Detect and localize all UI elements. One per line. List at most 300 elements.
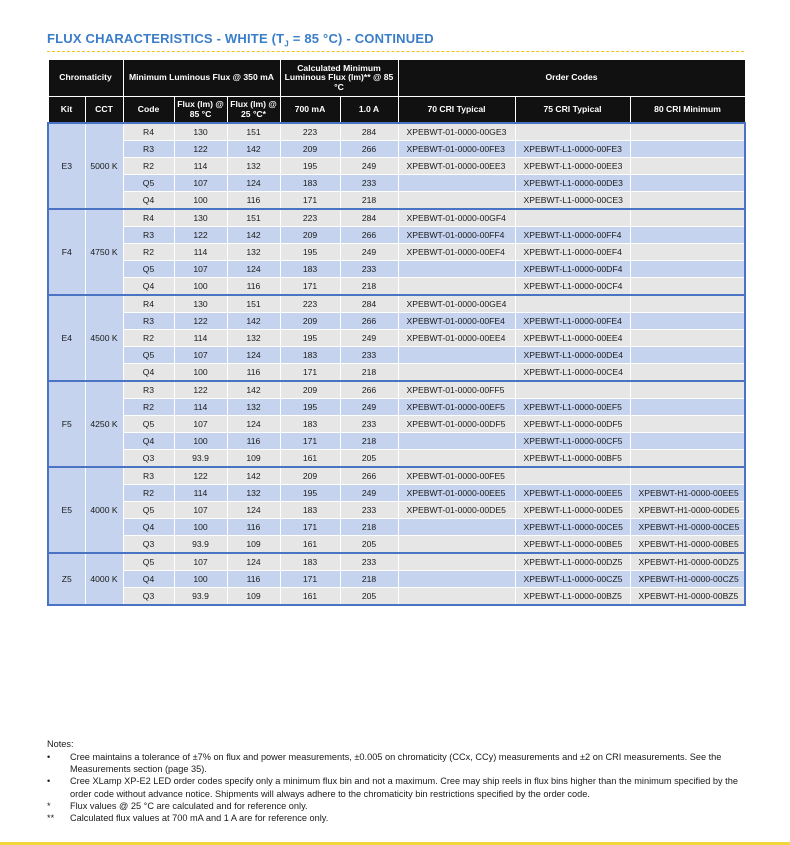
header-chromaticity: Chromaticity [48,60,123,97]
header-80-cri: 80 CRI Minimum [630,97,745,124]
cct-cell: 5000 K [85,123,123,209]
flux-25c-cell: 116 [227,364,280,382]
order-code-75cri-cell: XPEBWT-L1-0000-00DZ5 [515,553,630,571]
code-cell: Q5 [123,553,174,571]
flux-25c-cell: 132 [227,330,280,347]
table-row [48,433,745,450]
flux-85c-cell: 107 [174,502,227,519]
table-group [48,209,745,295]
note-item [47,775,747,799]
order-code-75cri-cell [515,381,630,399]
table-row [48,295,745,313]
flux-85c-cell: 107 [174,416,227,433]
table-row [48,261,745,278]
table-row [48,467,745,485]
flux-25c-cell: 124 [227,416,280,433]
table-row [48,330,745,347]
flux-25c-cell: 124 [227,261,280,278]
order-code-70cri-cell [398,192,515,210]
table-group [48,295,745,381]
flux-1a-cell: 218 [340,364,398,382]
flux-700ma-cell: 209 [280,381,340,399]
table-row [48,381,745,399]
flux-700ma-cell: 171 [280,433,340,450]
table-row [48,244,745,261]
order-code-70cri-cell [398,433,515,450]
flux-85c-cell: 114 [174,399,227,416]
order-code-70cri-cell [398,553,515,571]
code-cell: Q4 [123,278,174,296]
order-code-75cri-cell: XPEBWT-L1-0000-00DF4 [515,261,630,278]
flux-85c-cell: 114 [174,330,227,347]
code-cell: Q5 [123,175,174,192]
table-row [48,364,745,382]
order-code-75cri-cell: XPEBWT-L1-0000-00EE5 [515,485,630,502]
flux-1a-cell: 218 [340,278,398,296]
flux-1a-cell: 266 [340,227,398,244]
flux-1a-cell: 266 [340,467,398,485]
flux-25c-cell: 142 [227,141,280,158]
flux-700ma-cell: 223 [280,295,340,313]
table-row [48,192,745,210]
order-code-70cri-cell: XPEBWT-01-0000-00EF5 [398,399,515,416]
cct-cell: 4000 K [85,553,123,605]
order-code-70cri-cell [398,588,515,606]
order-code-70cri-cell [398,450,515,468]
note-marker: ** [47,812,55,823]
flux-25c-cell: 151 [227,295,280,313]
flux-85c-cell: 93.9 [174,536,227,554]
table-row [48,502,745,519]
order-code-80cri-cell [630,416,745,433]
flux-25c-cell: 142 [227,227,280,244]
header-flux-25c: Flux (lm) @ 25 °C* [227,97,280,124]
order-code-80cri-cell: XPEBWT-H1-0000-00CZ5 [630,571,745,588]
flux-1a-cell: 233 [340,502,398,519]
flux-1a-cell: 284 [340,295,398,313]
note-marker: • [47,752,51,763]
flux-1a-cell: 266 [340,313,398,330]
flux-1a-cell: 233 [340,553,398,571]
kit-cell: E5 [48,467,85,553]
table-row [48,347,745,364]
flux-700ma-cell: 195 [280,399,340,416]
order-code-80cri-cell [630,450,745,468]
order-code-80cri-cell: XPEBWT-H1-0000-00BE5 [630,536,745,554]
order-code-75cri-cell: XPEBWT-L1-0000-00BF5 [515,450,630,468]
table-row [48,227,745,244]
table-row [48,399,745,416]
order-code-70cri-cell: XPEBWT-01-0000-00FE3 [398,141,515,158]
table-row [48,175,745,192]
flux-85c-cell: 100 [174,519,227,536]
flux-700ma-cell: 223 [280,123,340,141]
code-cell: R2 [123,485,174,502]
flux-1a-cell: 205 [340,450,398,468]
order-code-80cri-cell [630,467,745,485]
header-calculated-min-flux: Calculated Minimum Luminous Flux (lm)** @ 85 °C [280,60,398,97]
order-code-70cri-cell [398,278,515,296]
flux-85c-cell: 130 [174,209,227,227]
cct-cell: 4750 K [85,209,123,295]
flux-1a-cell: 233 [340,175,398,192]
code-cell: Q5 [123,416,174,433]
flux-25c-cell: 116 [227,278,280,296]
order-code-75cri-cell: XPEBWT-L1-0000-00BZ5 [515,588,630,606]
flux-85c-cell: 100 [174,364,227,382]
order-code-80cri-cell [630,227,745,244]
order-code-75cri-cell: XPEBWT-L1-0000-00EE3 [515,158,630,175]
flux-1a-cell: 205 [340,588,398,606]
flux-700ma-cell: 209 [280,227,340,244]
order-code-75cri-cell: XPEBWT-L1-0000-00EF4 [515,244,630,261]
order-code-80cri-cell [630,295,745,313]
flux-1a-cell: 218 [340,571,398,588]
flux-85c-cell: 107 [174,347,227,364]
flux-25c-cell: 116 [227,192,280,210]
flux-85c-cell: 114 [174,158,227,175]
flux-1a-cell: 249 [340,399,398,416]
header-70-cri: 70 CRI Typical [398,97,515,124]
flux-700ma-cell: 209 [280,467,340,485]
flux-25c-cell: 142 [227,467,280,485]
order-code-70cri-cell: XPEBWT-01-0000-00GE3 [398,123,515,141]
order-code-80cri-cell: XPEBWT-H1-0000-00CE5 [630,519,745,536]
order-code-75cri-cell: XPEBWT-L1-0000-00EE4 [515,330,630,347]
code-cell: Q4 [123,364,174,382]
flux-700ma-cell: 161 [280,450,340,468]
code-cell: R2 [123,244,174,261]
flux-1a-cell: 205 [340,536,398,554]
order-code-70cri-cell [398,571,515,588]
page-title: FLUX CHARACTERISTICS - WHITE ($T_J = 85$ °C) - CONTINUED [47,31,434,49]
code-cell: R3 [123,227,174,244]
table-row [48,571,745,588]
table-row [48,209,745,227]
header-order-codes: Order Codes [398,60,745,97]
flux-25c-cell: 142 [227,381,280,399]
code-cell: Q3 [123,536,174,554]
order-code-75cri-cell [515,467,630,485]
note-item [47,812,747,824]
flux-1a-cell: 266 [340,381,398,399]
header-1a: 1.0 A [340,97,398,124]
flux-700ma-cell: 195 [280,244,340,261]
order-code-75cri-cell: XPEBWT-L1-0000-00CF5 [515,433,630,450]
flux-700ma-cell: 209 [280,313,340,330]
flux-25c-cell: 132 [227,485,280,502]
flux-700ma-cell: 171 [280,278,340,296]
flux-700ma-cell: 183 [280,502,340,519]
order-code-75cri-cell: XPEBWT-L1-0000-00CE4 [515,364,630,382]
flux-85c-cell: 114 [174,485,227,502]
order-code-75cri-cell [515,123,630,141]
order-code-70cri-cell: XPEBWT-01-0000-00EE3 [398,158,515,175]
kit-cell: E4 [48,295,85,381]
flux-700ma-cell: 223 [280,209,340,227]
note-item [47,751,747,775]
code-cell: Q5 [123,347,174,364]
order-code-75cri-cell: XPEBWT-L1-0000-00CZ5 [515,571,630,588]
order-code-70cri-cell: XPEBWT-01-0000-00GF4 [398,209,515,227]
flux-700ma-cell: 161 [280,536,340,554]
flux-700ma-cell: 171 [280,364,340,382]
flux-25c-cell: 132 [227,399,280,416]
order-code-75cri-cell: XPEBWT-L1-0000-00CF4 [515,278,630,296]
flux-25c-cell: 132 [227,244,280,261]
flux-1a-cell: 249 [340,330,398,347]
order-code-75cri-cell: XPEBWT-L1-0000-00CE3 [515,192,630,210]
order-code-80cri-cell [630,158,745,175]
order-code-70cri-cell: XPEBWT-01-0000-00FE5 [398,467,515,485]
table-row [48,485,745,502]
flux-25c-cell: 109 [227,450,280,468]
order-code-75cri-cell: XPEBWT-L1-0000-00DE3 [515,175,630,192]
flux-25c-cell: 124 [227,502,280,519]
flux-700ma-cell: 209 [280,141,340,158]
flux-85c-cell: 107 [174,553,227,571]
flux-1a-cell: 233 [340,416,398,433]
flux-25c-cell: 142 [227,313,280,330]
header-code: Code [123,97,174,124]
order-code-80cri-cell [630,347,745,364]
kit-cell: E3 [48,123,85,209]
title-divider [47,51,744,52]
note-marker: * [47,800,51,811]
flux-85c-cell: 122 [174,141,227,158]
order-code-70cri-cell [398,536,515,554]
flux-1a-cell: 266 [340,141,398,158]
flux-700ma-cell: 171 [280,519,340,536]
table-row [48,141,745,158]
table-group [48,553,745,605]
table-row [48,519,745,536]
code-cell: R4 [123,209,174,227]
code-cell: R2 [123,158,174,175]
flux-85c-cell: 122 [174,227,227,244]
flux-25c-cell: 124 [227,553,280,571]
table-row [48,536,745,554]
flux-700ma-cell: 183 [280,553,340,571]
table-row [48,123,745,141]
table-row [48,450,745,468]
code-cell: R4 [123,295,174,313]
flux-700ma-cell: 161 [280,588,340,606]
flux-25c-cell: 116 [227,433,280,450]
flux-1a-cell: 249 [340,158,398,175]
order-code-75cri-cell: XPEBWT-L1-0000-00DE5 [515,502,630,519]
flux-85c-cell: 100 [174,433,227,450]
code-cell: Q4 [123,192,174,210]
order-code-70cri-cell: XPEBWT-01-0000-00DE5 [398,502,515,519]
header-700ma: 700 mA [280,97,340,124]
order-code-75cri-cell: XPEBWT-L1-0000-00FE3 [515,141,630,158]
flux-25c-cell: 116 [227,571,280,588]
table-row [48,588,745,606]
header-flux-85c: Flux (lm) @ 85 °C [174,97,227,124]
order-code-75cri-cell: XPEBWT-L1-0000-00DE4 [515,347,630,364]
order-code-70cri-cell [398,261,515,278]
order-code-80cri-cell [630,123,745,141]
header-75-cri: 75 CRI Typical [515,97,630,124]
table-row [48,416,745,433]
flux-1a-cell: 233 [340,347,398,364]
header-min-luminous-flux: Minimum Luminous Flux @ 350 mA [123,60,280,97]
code-cell: Q4 [123,571,174,588]
header-cct: CCT [85,97,123,124]
table-group [48,467,745,553]
order-code-70cri-cell: XPEBWT-01-0000-00FE4 [398,313,515,330]
flux-85c-cell: 122 [174,467,227,485]
flux-85c-cell: 100 [174,192,227,210]
order-code-80cri-cell: XPEBWT-H1-0000-00DZ5 [630,553,745,571]
kit-cell: Z5 [48,553,85,605]
flux-25c-cell: 109 [227,536,280,554]
flux-25c-cell: 124 [227,347,280,364]
flux-25c-cell: 109 [227,588,280,606]
order-code-75cri-cell: XPEBWT-L1-0000-00CE5 [515,519,630,536]
order-code-75cri-cell: XPEBWT-L1-0000-00BE5 [515,536,630,554]
flux-700ma-cell: 183 [280,175,340,192]
flux-700ma-cell: 171 [280,571,340,588]
flux-85c-cell: 100 [174,278,227,296]
order-code-75cri-cell: XPEBWT-L1-0000-00EF5 [515,399,630,416]
table-row [48,158,745,175]
note-text: Flux values @ 25 °C are calculated and for reference only. [70,800,308,811]
flux-700ma-cell: 195 [280,330,340,347]
order-code-80cri-cell [630,313,745,330]
order-code-80cri-cell [630,278,745,296]
notes-heading: Notes: [47,739,74,749]
order-code-70cri-cell: XPEBWT-01-0000-00EE5 [398,485,515,502]
order-code-80cri-cell [630,141,745,158]
note-item [47,800,747,812]
code-cell: R2 [123,330,174,347]
table-group [48,381,745,467]
code-cell: R3 [123,141,174,158]
flux-700ma-cell: 171 [280,192,340,210]
flux-1a-cell: 218 [340,433,398,450]
flux-85c-cell: 107 [174,261,227,278]
kit-cell: F5 [48,381,85,467]
order-code-70cri-cell: XPEBWT-01-0000-00EF4 [398,244,515,261]
order-code-70cri-cell: XPEBWT-01-0000-00FF4 [398,227,515,244]
flux-85c-cell: 114 [174,244,227,261]
code-cell: R4 [123,123,174,141]
notes-section [47,738,747,824]
code-cell: Q4 [123,433,174,450]
order-code-80cri-cell [630,175,745,192]
code-cell: R3 [123,313,174,330]
order-code-70cri-cell: XPEBWT-01-0000-00EE4 [398,330,515,347]
cct-cell: 4500 K [85,295,123,381]
note-marker: • [47,776,51,787]
order-code-70cri-cell [398,347,515,364]
flux-700ma-cell: 183 [280,347,340,364]
flux-25c-cell: 132 [227,158,280,175]
flux-85c-cell: 130 [174,123,227,141]
order-code-80cri-cell [630,244,745,261]
flux-85c-cell: 100 [174,571,227,588]
order-code-70cri-cell [398,364,515,382]
kit-cell: F4 [48,209,85,295]
table-row [48,553,745,571]
flux-85c-cell: 122 [174,313,227,330]
order-code-75cri-cell: XPEBWT-L1-0000-00DF5 [515,416,630,433]
flux-25c-cell: 151 [227,209,280,227]
order-code-70cri-cell [398,175,515,192]
flux-1a-cell: 284 [340,123,398,141]
flux-85c-cell: 122 [174,381,227,399]
code-cell: R2 [123,399,174,416]
order-code-80cri-cell: XPEBWT-H1-0000-00EE5 [630,485,745,502]
order-code-75cri-cell: XPEBWT-L1-0000-00FE4 [515,313,630,330]
table-row [48,313,745,330]
order-code-80cri-cell [630,433,745,450]
table-group [48,123,745,209]
note-text: Calculated flux values at 700 mA and 1 A are for reference only. [70,812,329,823]
flux-1a-cell: 218 [340,519,398,536]
flux-85c-cell: 93.9 [174,588,227,606]
flux-85c-cell: 93.9 [174,450,227,468]
flux-85c-cell: 130 [174,295,227,313]
order-code-80cri-cell [630,399,745,416]
code-cell: R3 [123,467,174,485]
order-code-80cri-cell [630,381,745,399]
code-cell: Q3 [123,450,174,468]
order-code-80cri-cell [630,192,745,210]
flux-characteristics-table [47,59,746,606]
order-code-80cri-cell [630,209,745,227]
flux-700ma-cell: 195 [280,485,340,502]
flux-1a-cell: 249 [340,244,398,261]
flux-25c-cell: 124 [227,175,280,192]
flux-700ma-cell: 195 [280,158,340,175]
code-cell: Q3 [123,588,174,606]
cct-cell: 4000 K [85,467,123,553]
code-cell: R3 [123,381,174,399]
order-code-80cri-cell: XPEBWT-H1-0000-00BZ5 [630,588,745,606]
order-code-70cri-cell: XPEBWT-01-0000-00GE4 [398,295,515,313]
flux-85c-cell: 107 [174,175,227,192]
order-code-75cri-cell [515,209,630,227]
order-code-80cri-cell [630,330,745,347]
order-code-70cri-cell: XPEBWT-01-0000-00DF5 [398,416,515,433]
order-code-75cri-cell: XPEBWT-L1-0000-00FF4 [515,227,630,244]
flux-1a-cell: 284 [340,209,398,227]
note-text: Cree maintains a tolerance of ±7% on flux and power measurements, ±0.005 on chromaticity (CCx, CCy) measurements and ±2 on CRI measurements. See the Measurements section (page 35). [70,752,722,775]
order-code-80cri-cell [630,364,745,382]
flux-700ma-cell: 183 [280,261,340,278]
flux-25c-cell: 151 [227,123,280,141]
order-code-70cri-cell: XPEBWT-01-0000-00FF5 [398,381,515,399]
order-code-70cri-cell [398,519,515,536]
flux-700ma-cell: 183 [280,416,340,433]
code-cell: Q5 [123,502,174,519]
order-code-80cri-cell [630,261,745,278]
order-code-75cri-cell [515,295,630,313]
flux-25c-cell: 116 [227,519,280,536]
flux-1a-cell: 249 [340,485,398,502]
header-kit: Kit [48,97,85,124]
code-cell: Q4 [123,519,174,536]
flux-1a-cell: 233 [340,261,398,278]
order-code-80cri-cell: XPEBWT-H1-0000-00DE5 [630,502,745,519]
table-row [48,278,745,296]
cct-cell: 4250 K [85,381,123,467]
note-text: Cree XLamp XP-E2 LED order codes specify only a minimum flux bin and not a maximum. Cree may ship reels in flux bins higher than the minimum specified by the order code without advance notice. Shipments will always adhere to the chromaticity bin restrictions specified by the order code. [70,776,738,799]
code-cell: Q5 [123,261,174,278]
